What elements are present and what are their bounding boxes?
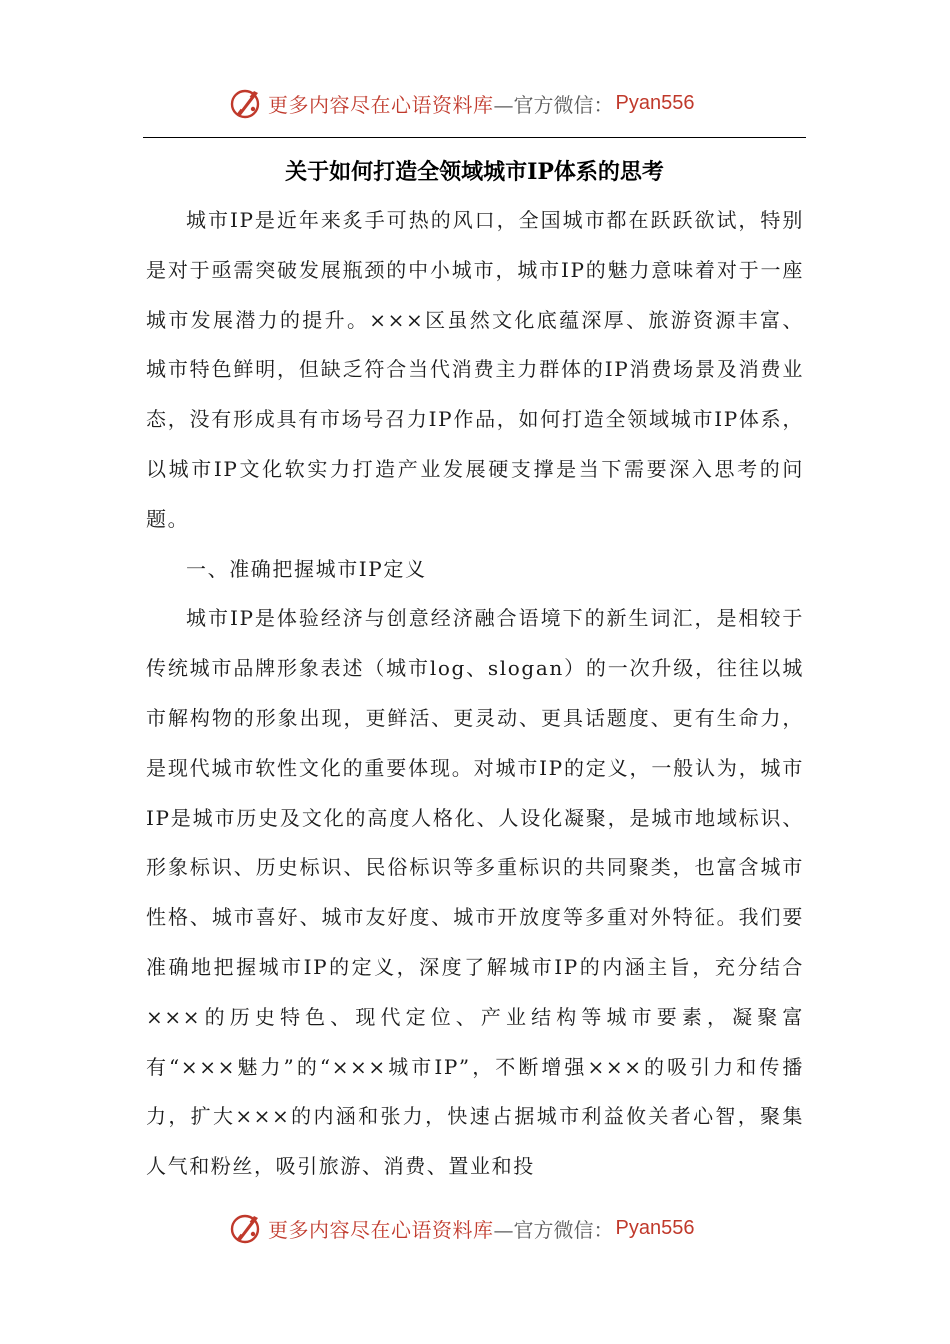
footer-banner-separator: —官方微信： bbox=[493, 1217, 614, 1242]
footer-banner bbox=[228, 1208, 694, 1248]
paragraph-definition: 城市IP是体验经济与创意经济融合语境下的新生词汇，是相较于传统城市品牌形象表述（城市log、slogan）的一次升级，往往以城市解构物的形象出现，更鲜活、更灵动、更具话题度、更有生命力，是现代城市软性文化的重要体现。对城市IP的定义，一般认为，城市IP是城市历史及文化的高度人格化、人设化凝聚，是城市地域标识、形象标识、历史标识、民俗标识等多重标识的共同聚类，也富含城市性格、城市喜好、城市友好度、城市开放度等多重对外特征。我们要准确地把握城市IP的定义，深度了解城市IP的内涵主旨，充分结合×××的历史特色、现代定位、产业结构等城市要素，凝聚富有“×××魅力”的“×××城市IP”，不断增强×××的吸引力和传播力，扩大×××的内涵和张力，快速占据城市利益攸关者心智，聚集人气和粉丝，吸引旅游、消费、置业和投 bbox=[146, 606, 804, 1179]
paragraph-intro: 城市IP是近年来炙手可热的风口，全国城市都在跃跃欲试，特别是对于亟需突破发展瓶颈的中小城市，城市IP的魅力意味着对于一座城市发展潜力的提升。×××区虽然文化底蕴深厚、旅游资源丰富、城市特色鲜明，但缺乏符合当代消费主力群体的IP消费场景及消费业态，没有形成具有市场号召力IP作品，如何打造全领域城市IP体系，以城市IP文化软实力打造产业发展硬支撑是当下需要深入思考的问题。 bbox=[146, 208, 804, 531]
header-banner-text: 更多内容尽在心语资料库 bbox=[268, 92, 494, 117]
header-rule bbox=[143, 137, 806, 138]
quill-logo-icon bbox=[228, 1210, 264, 1246]
document-body bbox=[146, 196, 804, 1192]
section-heading-1: 一、准确把握城市IP定义 bbox=[186, 556, 427, 581]
footer-wechat-handle: Pyan556 bbox=[615, 1216, 695, 1239]
document-title: 关于如何打造全领域城市IP体系的思考 bbox=[285, 159, 664, 185]
header-wechat-handle: Pyan556 bbox=[615, 91, 695, 114]
header-banner bbox=[228, 83, 694, 123]
footer-banner-text: 更多内容尽在心语资料库 bbox=[268, 1217, 494, 1242]
header-banner-separator: —官方微信： bbox=[493, 92, 614, 117]
quill-logo-icon bbox=[228, 85, 264, 121]
